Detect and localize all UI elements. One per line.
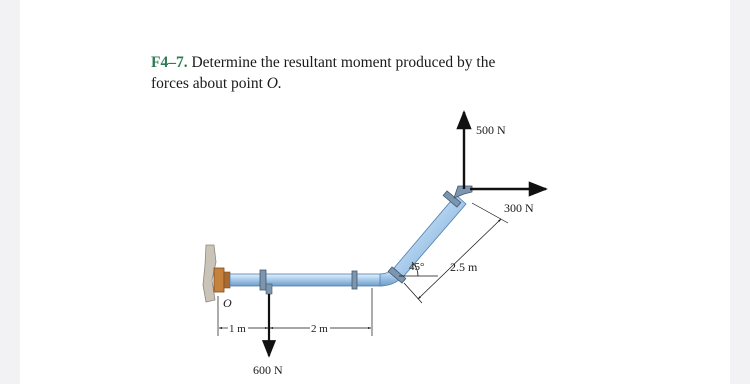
label-dim-2m: 2 m: [311, 323, 328, 335]
label-force-bottom: 600 N: [253, 363, 283, 377]
flange: [352, 271, 357, 289]
label-point-o: O: [223, 296, 232, 310]
dim-extension: [472, 203, 508, 223]
hanger: [266, 284, 272, 294]
dim-extension: [404, 283, 422, 303]
label-angle: 45°: [409, 261, 425, 273]
label-force-top: 500 N: [476, 123, 506, 137]
wall-bracket: [214, 268, 230, 292]
flange: [260, 270, 266, 290]
problem-point: O.: [266, 75, 282, 92]
problem-text-line1: Determine the resultant moment produced by the: [191, 54, 496, 71]
problem-text-line2: forces about point: [151, 75, 267, 92]
problem-number: F4–7.: [151, 54, 188, 71]
label-force-right: 300 N: [504, 201, 534, 215]
pipe-horizontal: [230, 274, 382, 286]
label-dim-1m: 1 m: [229, 323, 246, 335]
page: [20, 0, 730, 384]
pipe-figure: [20, 0, 730, 384]
label-length-diagonal: 2.5 m: [450, 260, 478, 274]
